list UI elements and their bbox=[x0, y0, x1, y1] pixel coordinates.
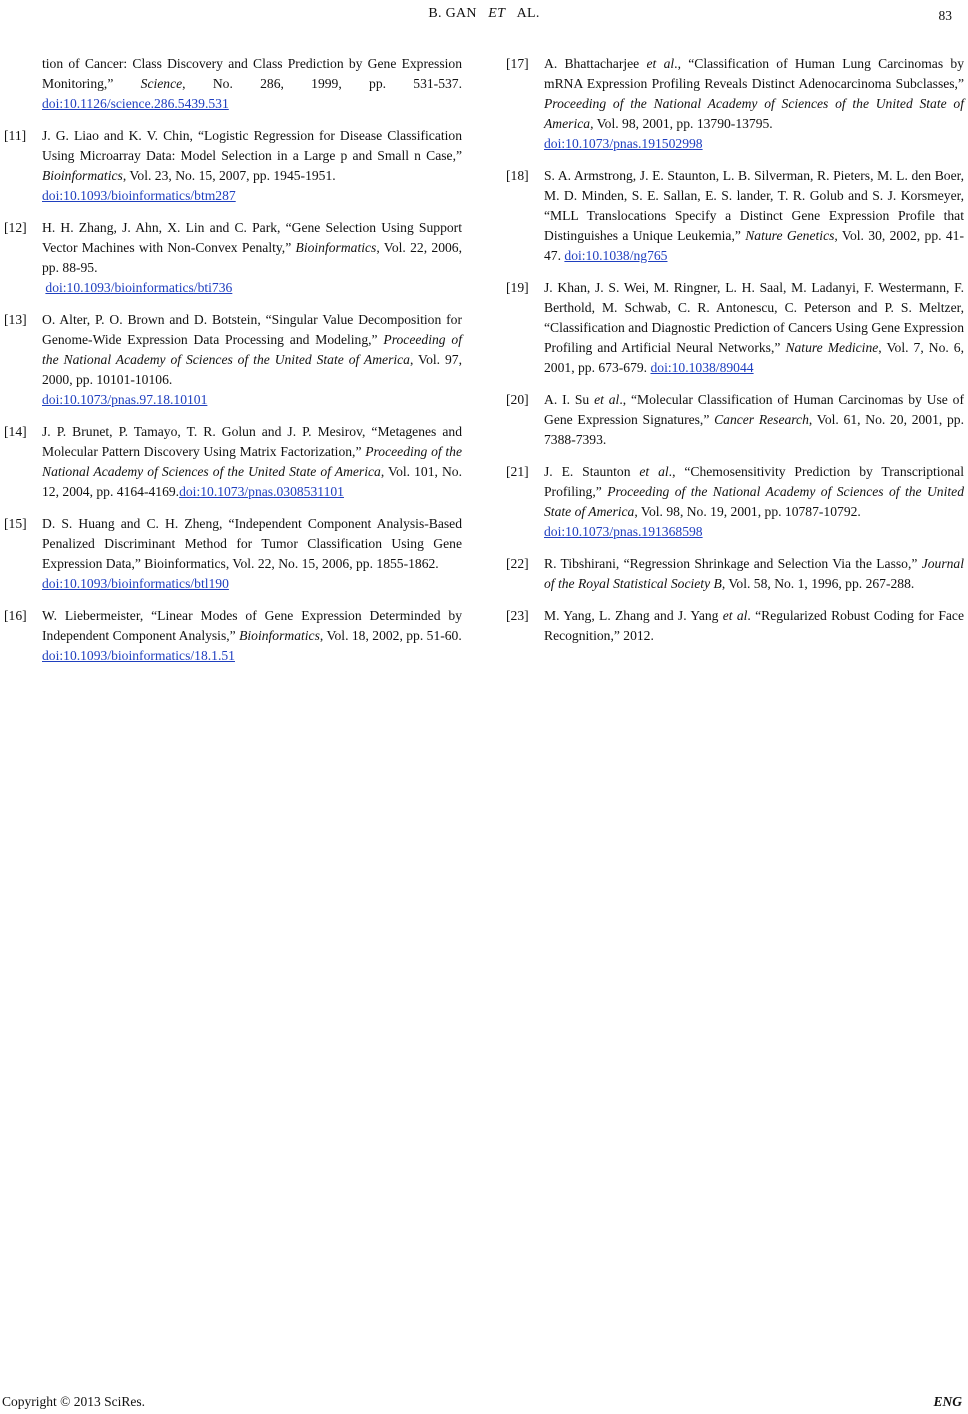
reference-number: [12] bbox=[4, 220, 27, 235]
reference-text: J. Khan, J. S. Wei, M. Ringner, L. H. Saal, M. Ladanyi, F. Westermann, F. Berthold, M. Schwab, C. R. Antonescu, C. Peterson and P. S. Meltzer, “Classification and Diagnostic Prediction of Cancers Using Gene Expression Profiling and Artificial Neural Networks,” bbox=[544, 280, 964, 355]
doi-link[interactable]: doi:10.1093/bioinformatics/btm287 bbox=[42, 188, 236, 203]
reference-text: J. E. Staunton bbox=[544, 464, 640, 479]
reference-text: W. Liebermeister, “Linear Modes of Gene Expression Determinded by Independent Component Analysis,” bbox=[42, 608, 462, 643]
reference-journal: Cancer Research bbox=[714, 412, 809, 427]
reference-journal: Journal of the Royal Statistical Society B bbox=[544, 556, 964, 591]
reference-tail: , Vol. 18, 2002, pp. 51-60. bbox=[319, 628, 462, 643]
reference-15 bbox=[4, 514, 462, 594]
reference-text: J. G. Liao and K. V. Chin, “Logistic Regression for Disease Classification Using Microarray Data: Model Selection in a Large p and Small n Case,” bbox=[42, 128, 462, 163]
page-footer bbox=[0, 1392, 968, 1412]
reference-tail: , Vol. 22, 2006, pp. 88-95. bbox=[42, 240, 462, 275]
reference-tail: , Vol. 58, No. 1, 1996, pp. 267-288. bbox=[721, 576, 915, 591]
reference-journal: Bioinformatics bbox=[239, 628, 320, 643]
reference-text: tion of Cancer: Class Discovery and Class Prediction by Gene Expression Monitoring,” bbox=[42, 56, 462, 91]
doi-link[interactable]: doi:10.1038/89044 bbox=[650, 360, 754, 375]
reference-23 bbox=[506, 606, 964, 646]
reference-number: [22] bbox=[506, 556, 529, 571]
reference-journal: Proceeding of the National Academy of Sciences of the United State of America bbox=[42, 332, 462, 367]
reference-tail: , Vol. 23, No. 15, 2007, pp. 1945-1951. bbox=[122, 168, 336, 183]
reference-number: [11] bbox=[4, 128, 27, 143]
reference-text: H. H. Zhang, J. Ahn, X. Lin and C. Park, “Gene Selection Using Support Vector Machines with Non-Convex Penalty,” bbox=[42, 220, 462, 255]
reference-number: [21] bbox=[506, 464, 529, 479]
doi-link[interactable]: doi:10.1093/bioinformatics/btl190 bbox=[42, 576, 229, 591]
doi-link[interactable]: doi:10.1073/pnas.191502998 bbox=[544, 136, 703, 151]
right-column bbox=[506, 54, 965, 658]
reference-tail: , Vol. 101, No. 12, 2004, pp. 4164-4169. bbox=[42, 464, 462, 499]
reference-etal: et al bbox=[594, 392, 620, 407]
reference-text: S. A. Armstrong, J. E. Staunton, L. B. Silverman, R. Pieters, M. L. den Boer, M. D. Minden, S. E. Sallan, E. S. lander, T. R. Golub and S. J. Korsmeyer, “MLL Translocations Specify a Distinct Gene Expression Profile that Distinguishes a Unique Leukemia,” bbox=[544, 168, 964, 243]
reference-tail: , Vol. 61, No. 20, 2001, pp. 7388-7393. bbox=[544, 412, 965, 447]
reference-journal: Nature Medicine bbox=[785, 340, 879, 355]
doi-link[interactable]: doi:10.1073/pnas.191368598 bbox=[544, 524, 703, 539]
reference-text: J. P. Brunet, P. Tamayo, T. R. Golun and J. P. Mesirov, “Metagenes and Molecular Pattern Discovery Using Matrix Factorization,” bbox=[42, 424, 462, 459]
reference-text: M. Yang, L. Zhang and J. Yang bbox=[544, 608, 723, 623]
reference-tail: , Vol. 97, 2000, pp. 10101-10106. bbox=[42, 352, 462, 387]
reference-11 bbox=[4, 126, 462, 206]
reference-22 bbox=[506, 554, 964, 594]
reference-number: [20] bbox=[506, 392, 529, 407]
page-number: 83 bbox=[938, 8, 952, 23]
reference-16 bbox=[4, 606, 462, 666]
reference-text: A. I. Su bbox=[544, 392, 595, 407]
reference-tail: , Vol. 98, No. 19, 2001, pp. 10787-10792. bbox=[634, 504, 861, 519]
reference-17 bbox=[506, 54, 964, 154]
reference-continuation bbox=[42, 54, 462, 114]
running-head bbox=[0, 4, 968, 24]
reference-number: [17] bbox=[506, 56, 529, 71]
reference-etal: et al bbox=[646, 56, 675, 71]
reference-20 bbox=[506, 390, 965, 450]
reference-14 bbox=[4, 422, 462, 502]
reference-journal: Proceeding of the National Academy of Sciences of the United State of America bbox=[544, 484, 964, 519]
reference-text: D. S. Huang and C. H. Zheng, “Independent Component Analysis-Based Penalized Discriminant Method for Tumor Classification Using Gene Expression Data,” Bioinformatics, Vol. 22, No. 15, 2006, pp. 1855-1862. bbox=[42, 516, 462, 571]
reference-text: R. Tibshirani, “Regression Shrinkage and Selection Via the Lasso,” bbox=[544, 556, 922, 571]
reference-text: A. Bhattacharjee bbox=[544, 56, 647, 71]
reference-number: [16] bbox=[4, 608, 27, 623]
reference-tail: , Vol. 30, 2002, pp. 41-47. bbox=[544, 228, 965, 263]
reference-number: [19] bbox=[506, 280, 529, 295]
reference-number: [18] bbox=[506, 168, 529, 183]
running-head-al: AL. bbox=[516, 6, 540, 21]
reference-number: [14] bbox=[4, 424, 27, 439]
doi-link[interactable]: doi:10.1126/science.286.5439.531 bbox=[42, 96, 229, 111]
reference-journal: Nature Genetics bbox=[745, 228, 835, 243]
reference-journal: Science bbox=[140, 76, 183, 91]
copyright-notice: Copyright © 2013 SciRes. bbox=[2, 1394, 146, 1409]
reference-journal: Bioinformatics bbox=[295, 240, 377, 255]
doi-link[interactable]: doi:10.1073/pnas.0308531101 bbox=[179, 484, 344, 499]
running-head-et: ET bbox=[488, 6, 506, 21]
reference-21 bbox=[506, 462, 964, 542]
doi-link[interactable]: doi:10.1038/ng765 bbox=[564, 248, 668, 263]
reference-19 bbox=[506, 278, 964, 378]
doi-link[interactable]: doi:10.1093/bioinformatics/18.1.51 bbox=[42, 648, 235, 663]
reference-12 bbox=[4, 218, 462, 298]
reference-etal: et al bbox=[639, 464, 669, 479]
reference-18 bbox=[506, 166, 965, 266]
reference-number: [23] bbox=[506, 608, 529, 623]
reference-journal: Proceeding of the National Academy of Sciences of the United State of America bbox=[544, 96, 964, 131]
reference-journal: Bioinformatics bbox=[42, 168, 123, 183]
left-column bbox=[4, 54, 462, 678]
reference-tail: , Vol. 98, 2001, pp. 13790-13795. bbox=[590, 116, 773, 131]
reference-number: [15] bbox=[4, 516, 27, 531]
reference-text-continued: ., “Classification of Human Lung Carcinomas by mRNA Expression Profiling Reveals Distinct Adenocarcinoma Subclasses,” bbox=[544, 56, 964, 91]
page-header bbox=[0, 2, 968, 26]
doi-link[interactable]: doi:10.1093/bioinformatics/bti736 bbox=[45, 280, 233, 295]
reference-text-continued: . “Regularized Robust Coding for Face Recognition,” 2012. bbox=[544, 608, 964, 643]
reference-text: O. Alter, P. O. Brown and D. Botstein, “Singular Value Decomposition for Genome-Wide Expression Data Processing and Modeling,” bbox=[42, 312, 462, 347]
reference-tail: , No. 286, 1999, pp. 531-537. bbox=[182, 76, 462, 91]
running-head-author: B. GAN bbox=[428, 6, 477, 21]
reference-number: [13] bbox=[4, 312, 27, 327]
reference-text-continued: ., “Chemosensitivity Prediction by Transcriptional Profiling,” bbox=[544, 464, 964, 499]
reference-text-continued: ., “Molecular Classification of Human Carcinomas by Use of Gene Expression Signatures,” bbox=[544, 392, 964, 427]
reference-13 bbox=[4, 310, 462, 410]
journal-abbreviation: ENG bbox=[933, 1394, 962, 1409]
doi-link[interactable]: doi:10.1073/pnas.97.18.10101 bbox=[42, 392, 208, 407]
reference-journal: Proceeding of the National Academy of Sciences of the United State of America bbox=[42, 444, 462, 479]
reference-etal: et al bbox=[722, 608, 748, 623]
reference-tail: , Vol. 7, No. 6, 2001, pp. 673-679. bbox=[544, 340, 964, 375]
